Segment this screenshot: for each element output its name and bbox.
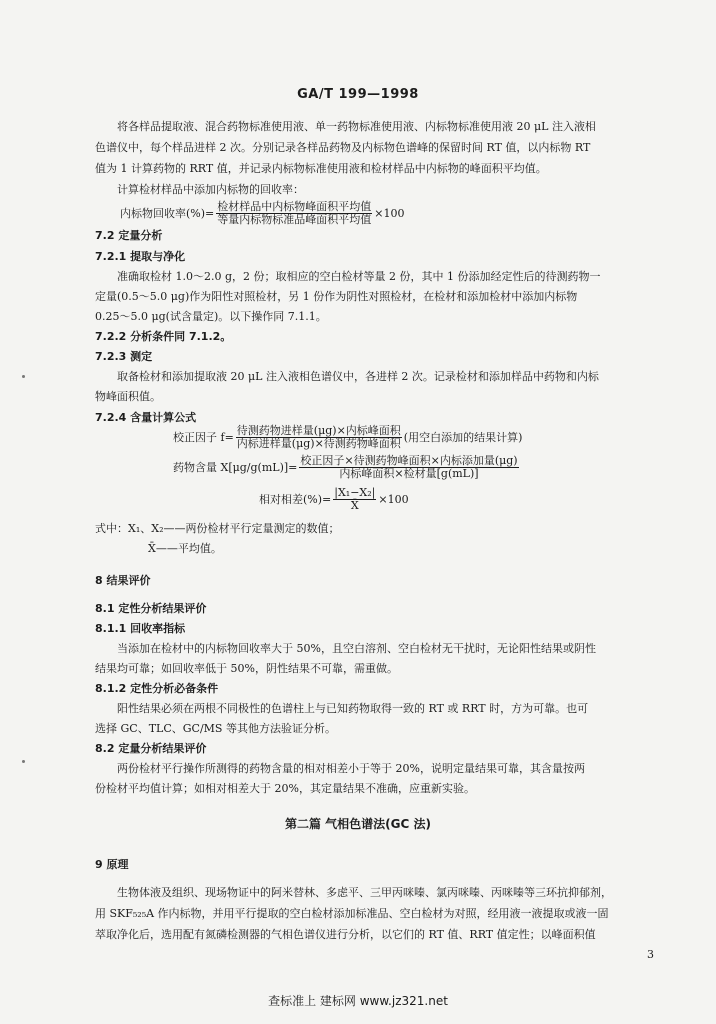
- formula-numerator: 校正因子×待测药物峰面积×内标添加量(μg): [300, 454, 518, 467]
- formula-lhs: 内标物回收率(%)=: [120, 206, 215, 220]
- page-number: 3: [647, 948, 654, 961]
- formula-relative-difference: [259, 487, 409, 512]
- formula-lhs: 校正因子 f=: [173, 430, 234, 444]
- paragraph-line: 生物体液及组织、现场物证中的阿米替林、多虑平、三甲丙咪嗪、氯丙咪嗪、丙咪嗪等三环抗抑郁剂，: [117, 886, 612, 899]
- formula-denominator: 内标峰面积×检材量[g(mL)]: [339, 467, 479, 480]
- standard-header: GA/T 199—1998: [297, 87, 419, 102]
- section-heading: 7.2 定量分析: [95, 229, 163, 242]
- paragraph-line: 值为 1 计算药物的 RRT 值，并记录内标物标准使用液和检材样品中内标物的峰面积平均值。: [95, 162, 547, 175]
- paragraph-line: 0.25～5.0 μg(试含量定)。以下操作同 7.1.1。: [95, 310, 327, 323]
- paragraph-line: 结果均可靠；如回收率低于 50%，阴性结果不可靠，需重做。: [95, 662, 398, 675]
- paragraph-line: 取备检材和添加提取液 20 μL 注入液相色谱仪中，各进样 2 次。记录检材和添加样品中药物和内标: [117, 370, 599, 383]
- scan-speck: [22, 760, 25, 763]
- section-heading: 7.2.4 含量计算公式: [95, 411, 197, 424]
- formula-denominator: 内标进样量(μg)×待测药物峰面积: [236, 437, 401, 450]
- section-heading: 7.2.1 提取与净化: [95, 250, 186, 263]
- paragraph-line: 物峰面积值。: [95, 390, 161, 403]
- formula-denominator: 等量内标物标准品峰面积平均值: [217, 213, 372, 226]
- paragraph-line: 阳性结果必须在两根不同极性的色谱柱上与已知药物取得一致的 RT 或 RRT 时，方为可靠。也可: [117, 702, 589, 715]
- section-heading: 7.2.3 测定: [95, 350, 153, 363]
- paragraph-line: 用 SKF₅₂₅A 作内标物，并用平行提取的空白检材添加标准品、空白检材为对照，经用液一液提取或液一固: [95, 907, 609, 920]
- variable-definition: 式中：X₁、X₂——两份检材平行定量测定的数值；: [95, 522, 340, 535]
- section-heading: 9 原理: [95, 858, 129, 871]
- formula-rhs: (用空白添加的结果计算): [403, 430, 523, 444]
- part-title: 第二篇 气相色谱法(GC 法): [285, 817, 431, 831]
- paragraph-line: 两份检材平行操作所测得的药物含量的相对相差小于等于 20%，说明定量结果可靠，其含量按两: [117, 762, 585, 775]
- formula-drug-content: [173, 455, 521, 480]
- section-heading: 8.1.2 定性分析必备条件: [95, 682, 219, 695]
- formula-rhs: ×100: [378, 492, 409, 506]
- paragraph-line: 准确取检材 1.0～2.0 g，2 份；取相应的空白检材等量 2 份，其中 1 份添加经定性后的待测药物一: [117, 270, 601, 283]
- formula-rhs: ×100: [374, 206, 405, 220]
- formula-lhs: 相对相差(%)=: [259, 492, 332, 506]
- formula-denominator: X̄: [350, 499, 359, 512]
- variable-definition: X̄——平均值。: [148, 542, 222, 555]
- paragraph-line: 计算检材样品中添加内标物的回收率：: [117, 183, 304, 196]
- paragraph-line: 选择 GC、TLC、GC/MS 等其他方法验证分析。: [95, 722, 336, 735]
- formula-numerator: |X₁−X₂|: [334, 486, 376, 499]
- formula-lhs: 药物含量 X[μg/g(mL)]=: [173, 460, 298, 474]
- scan-speck: [22, 375, 25, 378]
- paragraph-line: 当添加在检材中的内标物回收率大于 50%，且空白溶剂、空白检材无干扰时，无论阳性结果或阴性: [117, 642, 596, 655]
- paragraph-line: 色谱仪中，每个样品进样 2 次。分别记录各样品药物及内标物色谱峰的保留时间 RT 值，以内标物 RT: [95, 141, 591, 154]
- footer-watermark: 查标准上 建标网 www.jz321.net: [268, 994, 448, 1008]
- paragraph-line: 将各样品提取液、混合药物标准使用液、单一药物标准使用液、内标物标准使用液 20 μL 注入液相: [117, 120, 596, 133]
- formula-recovery: [120, 201, 404, 226]
- paragraph-line: 定量(0.5～5.0 μg)作为阳性对照检材，另 1 份作为阴性对照检材，在检材和添加检材中添加内标物: [95, 290, 578, 303]
- formula-numerator: 检材样品中内标物峰面积平均值: [217, 200, 372, 213]
- section-heading: 8.1.1 回收率指标: [95, 622, 186, 635]
- paragraph-line: 萃取净化后，选用配有氮磷检测器的气相色谱仪进行分析，以它们的 RT 值、RRT 值定性；以峰面积值: [95, 928, 596, 941]
- section-heading: 8.2 定量分析结果评价: [95, 742, 207, 755]
- section-heading: 8 结果评价: [95, 574, 151, 587]
- paragraph-line: 份检材平均值计算；如相对相差大于 20%，其定量结果不准确，应重新实验。: [95, 782, 475, 795]
- formula-numerator: 待测药物进样量(μg)×内标峰面积: [236, 424, 401, 437]
- formula-correction-factor: [173, 425, 522, 450]
- section-heading: 7.2.2 分析条件同 7.1.2。: [95, 330, 232, 343]
- section-heading: 8.1 定性分析结果评价: [95, 602, 207, 615]
